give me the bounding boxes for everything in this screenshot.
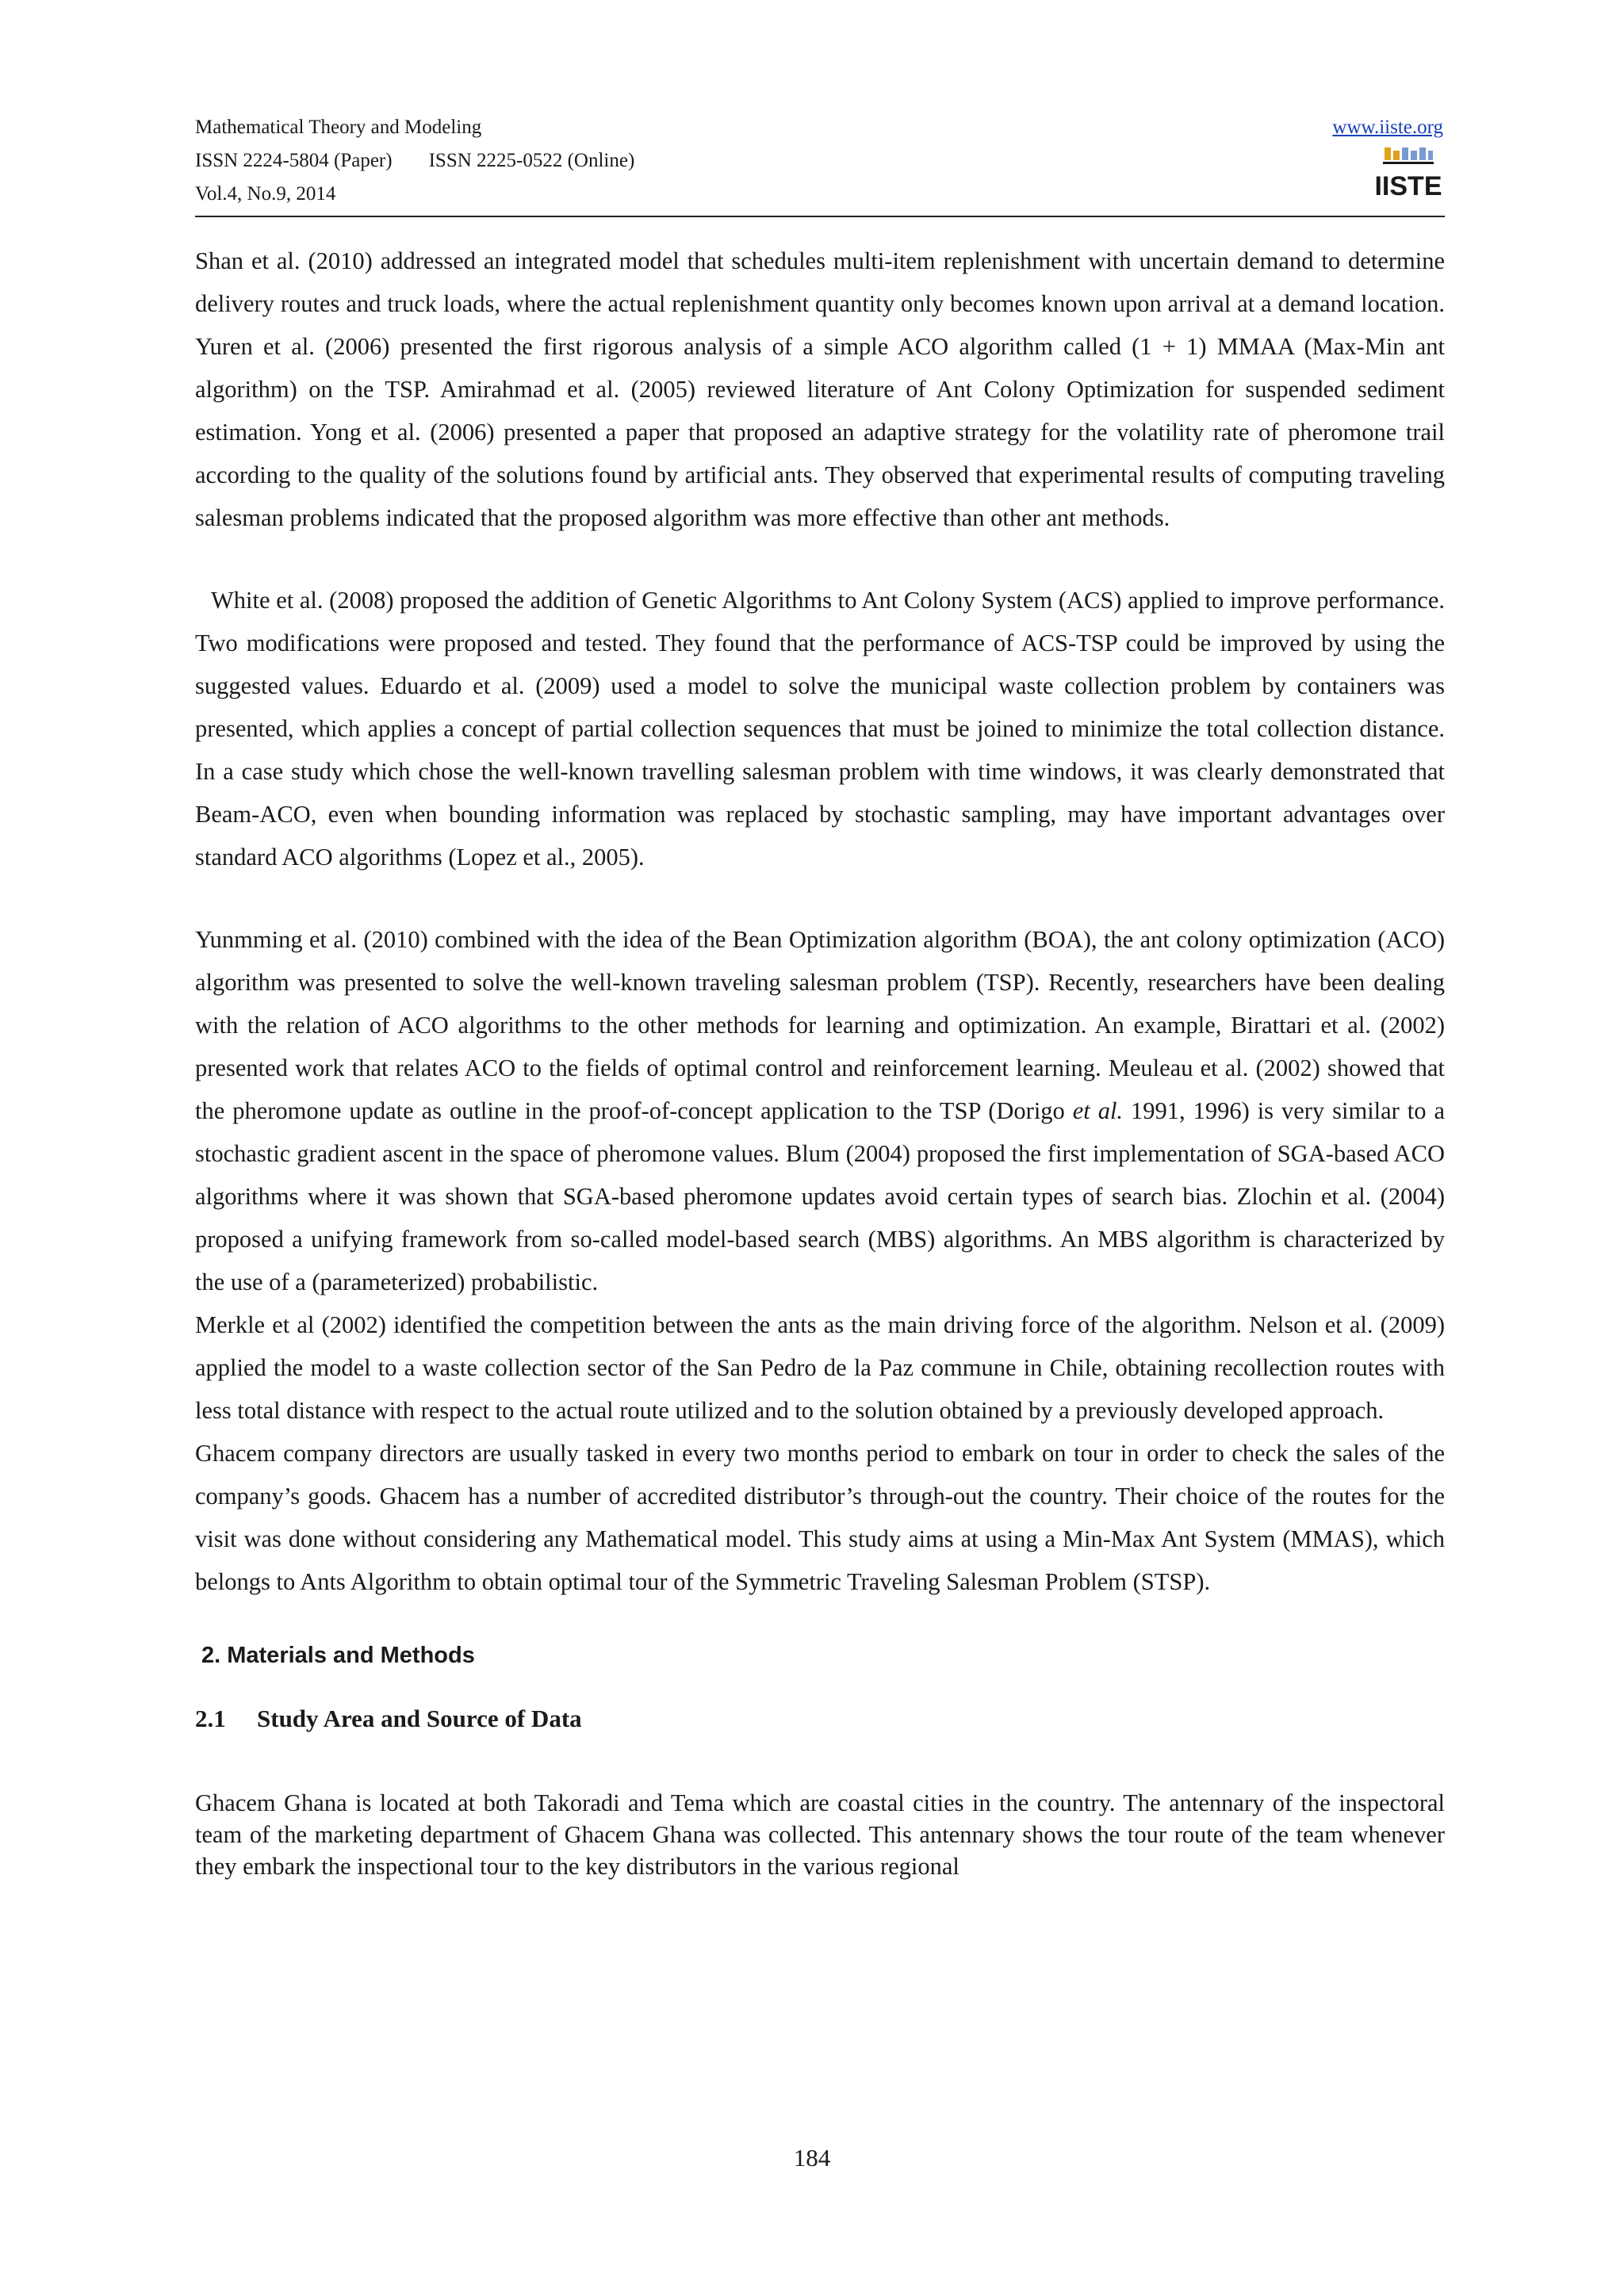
subsection-number: 2.1: [195, 1705, 226, 1732]
paragraph: Ghacem company directors are usually tasked in every two months period to embark on tour in order to check the sales of the company’s goods. Ghacem has a number of accredited distributor’s through-out the country. Their choice of the routes for the visit was done without considering any Mathematical model. This study aims at using a Min-Max Ant System (MMAS), which belongs to Ants Algorithm to obtain optimal tour of the Symmetric Traveling Salesman Problem (STSP).: [195, 1440, 1445, 1595]
issn-row: [195, 147, 634, 174]
header-rule: [195, 216, 1445, 217]
subsection-title: Study Area and Source of Data: [257, 1705, 582, 1732]
paragraph: Merkle et al (2002) identified the competition between the ants as the main driving force of the algorithm. Nelson et al. (2009) applied the model to a waste collection sector of the San Pedro de la Paz commune in Chile, obtaining recollection routes with less total distance with respect to the actual route utilized and to the solution obtained by a previously developed approach.: [195, 1311, 1445, 1424]
website-link[interactable]: www.iiste.org: [1332, 117, 1443, 138]
paragraph: Ghacem Ghana is located at both Takoradi and Tema which are coastal cities in the country. The antennary of the inspectoral team of the marketing department of Ghacem Ghana was collected. This antennary shows the tour route of the team whenever they embark the inspectional tour to the key distributors in the various regional: [195, 1789, 1445, 1880]
subsection-heading: [195, 1703, 1445, 1735]
paragraph-italic: et al.: [1072, 1097, 1124, 1124]
issn-online: ISSN 2225-0522 (Online): [428, 150, 635, 171]
iiste-logo: [1374, 146, 1442, 203]
paragraph-text: Yunmming et al. (2010) combined with the idea of the Bean Optimization algorithm (BOA), the ant colony optimization (ACO) algorithm was presented to solve the well-known traveling salesman problem (TSP). Recently, researchers have been dealing with the relation of ACO algorithms to the other methods for learning and optimization. An example, Birattari et al. (2002) presented work that relates ACO to the fields of optimal control and reinforcement learning. Meuleau et al. (2002) showed that the pheromone update as outline in the proof-of-concept application to the TSP (Dorigo: [195, 926, 1445, 1124]
paragraph-text: 1991, 1996) is very similar to a stochastic gradient ascent in the space of pheromone values. Blum (2004) proposed the first implementation of SGA-based ACO algorithms where it was shown that SGA-based pheromone updates avoid certain types of search bias. Zlochin et al. (2004) proposed a unifying framework from so-called model-based search (MBS) algorithms. An MBS algorithm is characterized by the use of a (parameterized) probabilistic.: [195, 1097, 1445, 1295]
paragraph: [195, 918, 1445, 1303]
paragraph: White et al. (2008) proposed the addition of Genetic Algorithms to Ant Colony System (ACS) applied to improve performance. Two modifications were proposed and tested. They found that the performance of ACS-TSP could be improved by using the suggested values. Eduardo et al. (2009) used a model to solve the municipal waste collection problem by containers was presented, which applies a concept of partial collection sequences that must be joined to minimize the total collection distance. In a case study which chose the well-known travelling salesman problem with time windows, it was clearly demonstrated that Beam-ACO, even when bounding information was replaced by stochastic sampling, may have important advantages over standard ACO algorithms (Lopez et al., 2005).: [195, 587, 1445, 871]
paragraph: Shan et al. (2010) addressed an integrated model that schedules multi-item replenishment with uncertain demand to determine delivery routes and truck loads, where the actual replenishment quantity only becomes known upon arrival at a demand location. Yuren et al. (2006) presented the first rigorous analysis of a simple ACO algorithm called (1 + 1) MMAA (Max-Min ant algorithm) on the TSP. Amirahmad et al. (2005) reviewed literature of Ant Colony Optimization for suspended sediment estimation. Yong et al. (2006) presented a paper that proposed an adaptive strategy for the volatility rate of pheromone trail according to the quality of the solutions found by artificial ants. They observed that experimental results of computing traveling salesman problems indicated that the proposed algorithm was more effective than other ant methods.: [195, 247, 1445, 531]
journal-title: Mathematical Theory and Modeling: [195, 117, 482, 138]
section-heading: 2. Materials and Methods: [201, 1643, 475, 1668]
page-number: 184: [793, 2144, 831, 2172]
article-body: [195, 239, 1445, 1907]
issn-paper: ISSN 2224-5804 (Paper): [195, 150, 393, 171]
volume-info: Vol.4, No.9, 2014: [195, 183, 336, 205]
logo-wordmark: IISTE: [1374, 171, 1442, 201]
